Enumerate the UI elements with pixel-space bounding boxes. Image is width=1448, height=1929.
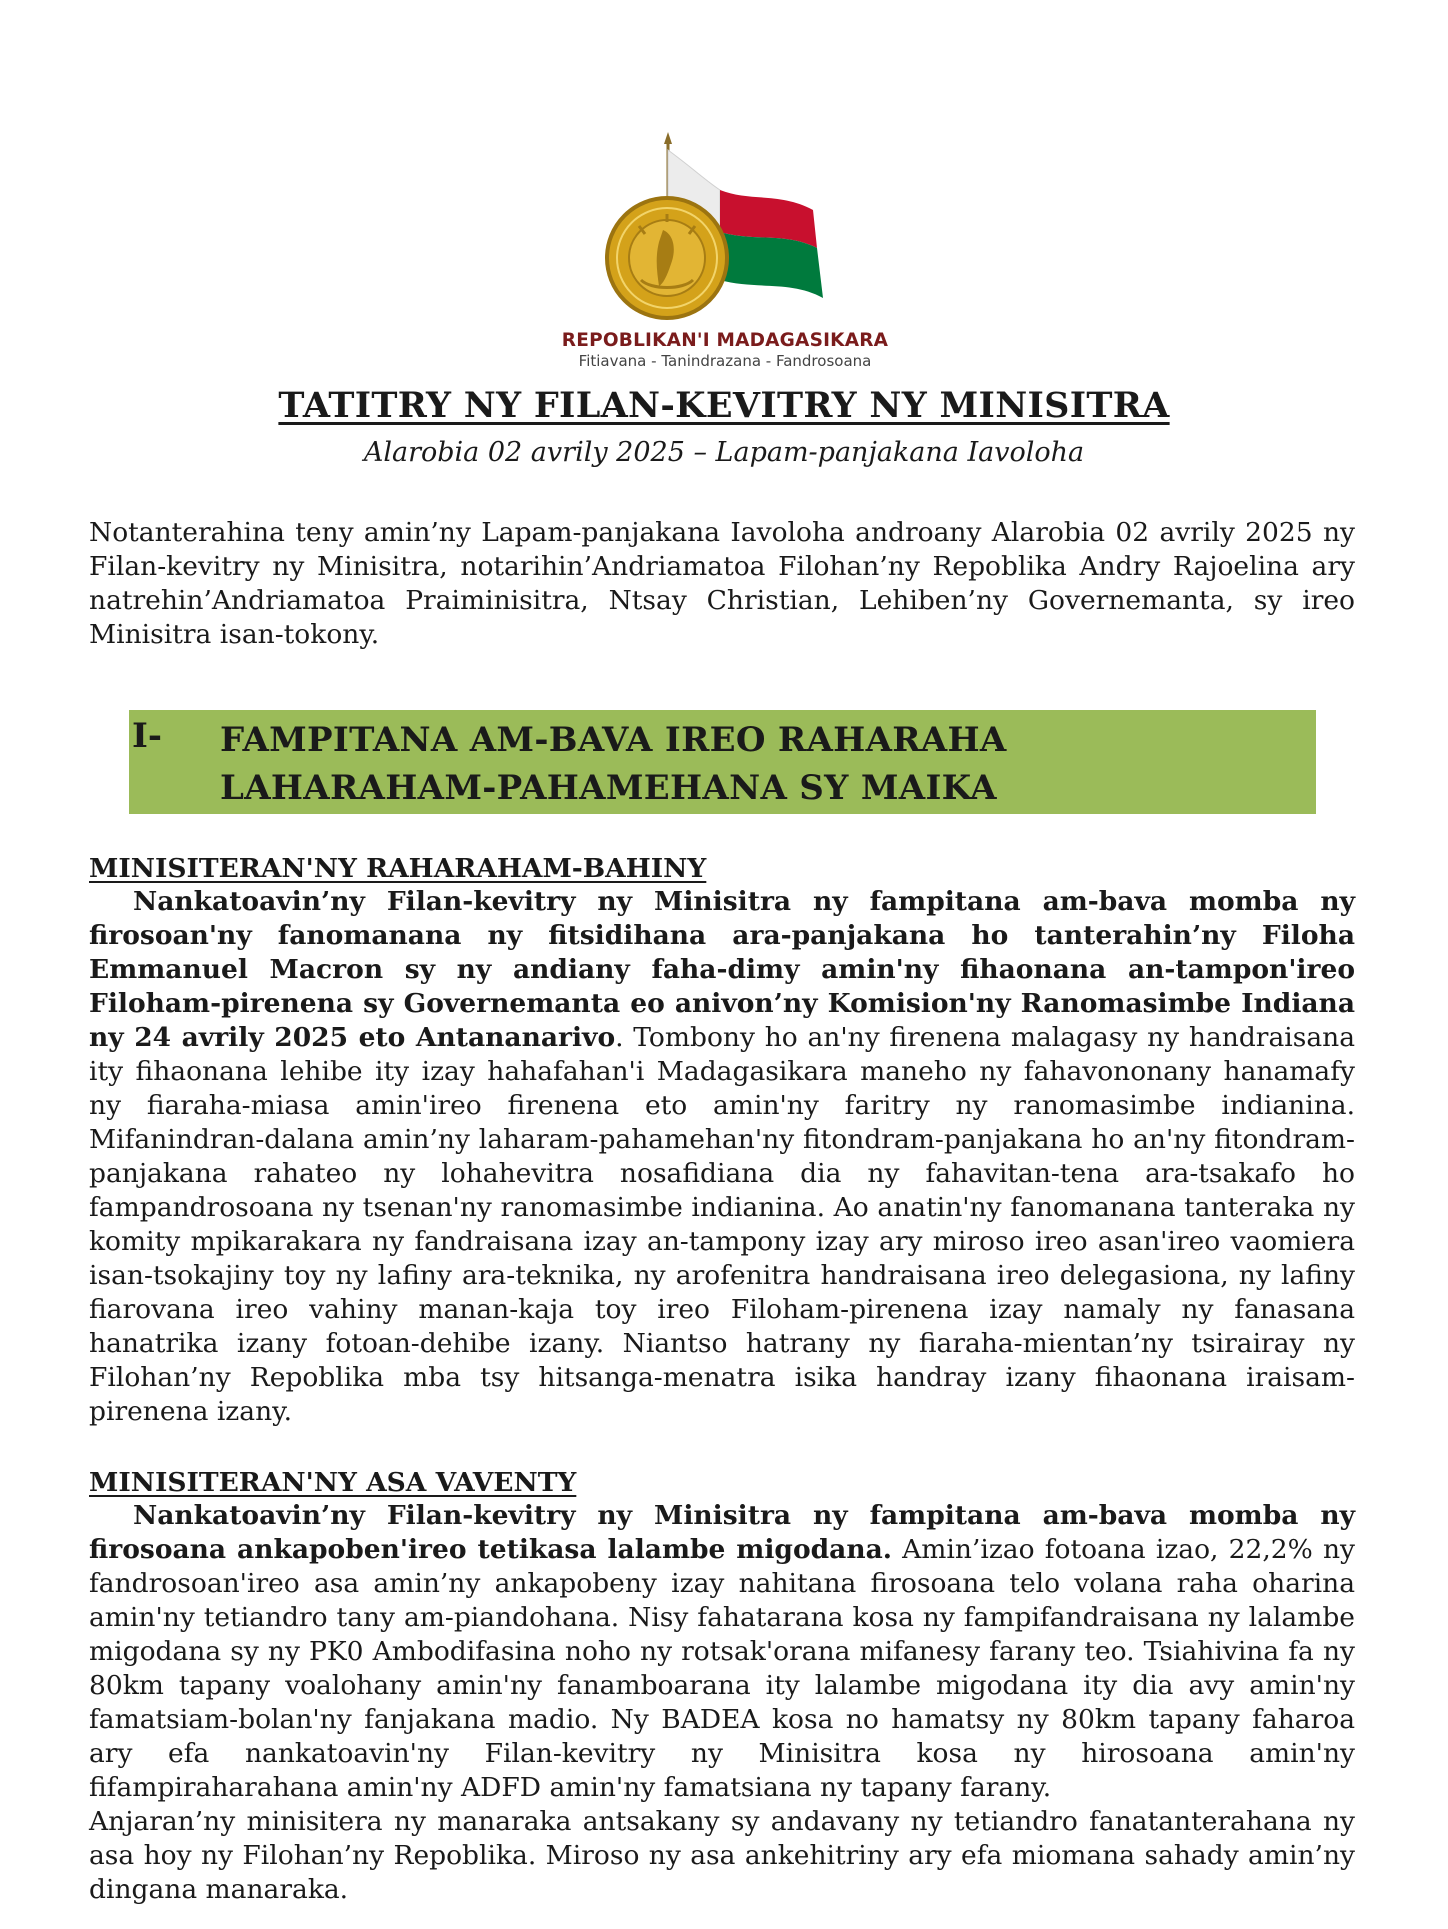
document-title: TATITRY NY FILAN-KEVITRY NY MINISITRA xyxy=(278,385,1170,426)
intro-paragraph: Notanterahina teny amin’ny Lapam-panjakana Iavoloha androany Alarobia 02 avrily 2025 ny Filan-kevitry ny Minisitra, notarihin’Andriamatoa Filohan’ny Repoblika Andry Rajoelina ary natrehin’Andriamatoa Praiminisitra, Ntsay Christian, Lehiben’ny Governemanta, sy ireo Minisitra isan-tokony. xyxy=(89,517,1355,650)
ministry-heading: MINISITERAN'NY ASA VAVENTY xyxy=(89,1467,577,1498)
emblem-subtitle: Fitiavana - Tanindrazana - Fandrosoana xyxy=(578,352,872,370)
section-title-line-2: LAHARAHAM-PAHAMEHANA SY MAIKA xyxy=(220,768,997,808)
ministry-closing: Anjaran’ny minisitera ny manaraka antsakany sy andavany ny tetiandro fanatanterahana ny asa hoy ny Filohan’ny Repoblika. Miroso ny asa ankehitriny ary efa miomana sahady amin’ny dingana manaraka. xyxy=(89,1806,1355,1905)
ministry-body: Amin’izao fotoana izao, 22,2% ny fandrosoan'ireo asa amin’ny ankapobeny izay nahitana firosoana telo volana raha oharina amin'ny tetiandro tany am-piandohana. Nisy fahatarana kosa ny fampifandraisana ny lalambe migodana sy ny PK0 Ambodifasina noho ny rotsak'orana mifanesy farany teo. Tsiahivina fa ny 80km tapany voalohany amin'ny fanamboarana ity lalambe migodana ity dia avy amin'ny famatsiam-bolan'ny fanjakana madio. Ny BADEA kosa no hamatsy ny 80km tapany faharoa ary efa nankatoavin'ny Filan-kevitry ny Minisitra kosa ny hirosoana amin'ny fifampiraharahana amin'ny ADFD amin'ny famatsiana ny tapany farany. xyxy=(89,1534,1355,1803)
republic-emblem xyxy=(555,130,895,375)
ministry-lead-bold: Nankatoavin’ny Filan-kevitry ny Minisitra ny fampitana am-bava momba ny firosoan'ny fanomanana ny fitsidihana ara-panjakana ho tanterahin’ny Filoha Emmanuel Macron sy ny andiany faha-dimy amin'ny fihaonana an-tampon'ireo Filoham-pirenena sy Governemanta eo anivon’ny Komision'ny Ranomasimbe Indiana ny 24 avrily 2025 eto Antananarivo xyxy=(89,886,1355,1053)
seal-icon xyxy=(607,198,727,318)
section-number: I- xyxy=(132,716,163,756)
ministry-heading: MINISITERAN'NY RAHARAHAM-BAHINY xyxy=(89,853,707,884)
section-title-line-1: FAMPITANA AM-BAVA IREO RAHARAHA xyxy=(220,720,1007,760)
ministry-body: . Tombony ho an'ny firenena malagasy ny handraisana ity fihaonana lehibe ity izay hahafahan'i Madagasikara maneho ny fahavononany hanamafy ny fiaraha-miasa amin'ireo firenena eto amin'ny faritry ny ranomasimbe indianina. Mifanindran-dalana amin’ny laharam-pahamehan'ny fitondram-panjakana ho an'ny fitondram-panjakana rahateo ny lohahevitra nosafidiana dia ny fahavitan-tena ara-tsakafo ho fampandrosoana ny tsenan'ny ranomasimbe indianina. Ao anatin'ny fanomanana tanteraka ny komity mpikarakara ny fandraisana izay an-tampony izay ary miroso ireo asan'ireo vaomiera isan-tsokajiny toy ny lafiny ara-teknika, ny arofenitra handraisana ireo delegasiona, ny lafiny fiarovana ireo vahiny manan-kaja toy ireo Filoham-pirenena izay namaly ny fanasana hanatrika izany fotoan-dehibe izany. Niantso hatrany ny fiaraha-mientan’ny tsirairay ny Filohan’ny Repoblika mba tsy hitsanga-menatra isika handray izany fihaonana iraisam-pirenena izany. xyxy=(89,1022,1355,1427)
ministry-paragraph xyxy=(89,1499,1355,1907)
emblem-title: REPOBLIKAN'I MADAGASIKARA xyxy=(561,330,889,351)
madagascar-emblem-icon xyxy=(555,130,895,330)
document-date-line: Alarobia 02 avrily 2025 – Lapam-panjakana Iavoloha xyxy=(363,437,1085,468)
ministry-lead-bold: Nankatoavin’ny Filan-kevitry ny Minisitra ny fampitana am-bava momba ny firosoana ankapoben'ireo tetikasa lalambe migodana. xyxy=(89,1500,1355,1565)
ministry-paragraph xyxy=(89,885,1355,1429)
section-title xyxy=(220,716,1300,812)
